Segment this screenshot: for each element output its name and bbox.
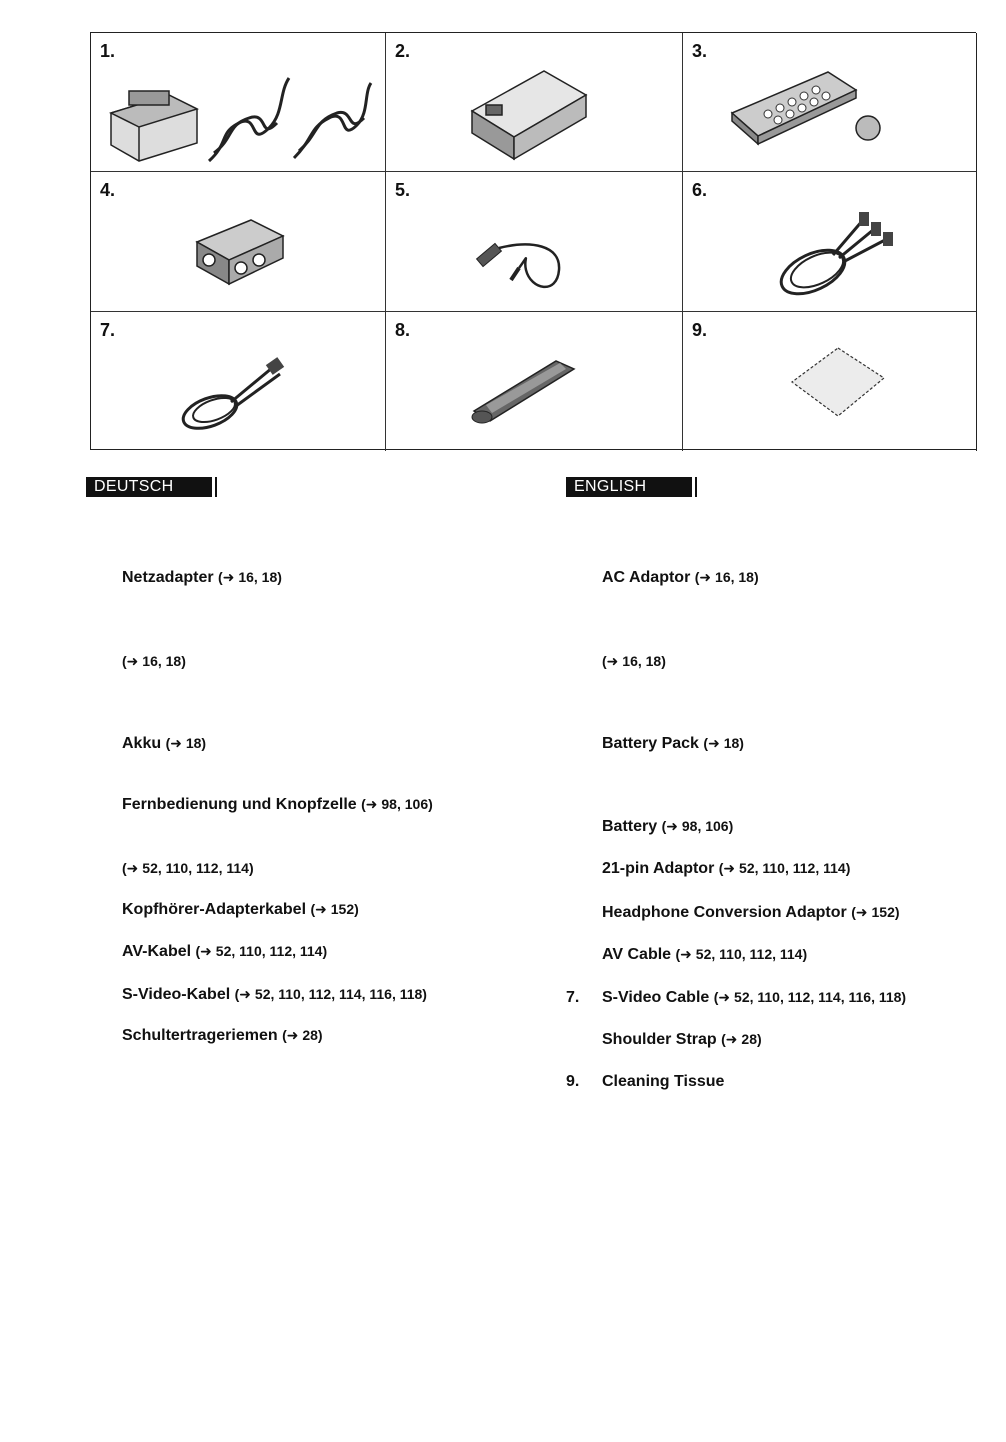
- english-item-1: AC Adaptor (➜ 16, 18): [602, 569, 759, 586]
- deutsch-item-4: Fernbedienung und Knopfzelle (➜ 98, 106): [122, 796, 433, 813]
- cell-number: 6.: [692, 180, 708, 200]
- cell-number: 7.: [100, 320, 116, 340]
- cell-number: 4.: [100, 180, 116, 200]
- deutsch-item-2: (➜ 16, 18): [122, 653, 186, 669]
- cleaning-tissue-illustration: [788, 344, 888, 424]
- english-item-number-9: 9.: [566, 1073, 580, 1090]
- english-item-6: Headphone Conversion Adaptor (➜ 152): [602, 904, 900, 921]
- deutsch-item-5: (➜ 52, 110, 112, 114): [122, 860, 254, 876]
- english-item-10: Cleaning Tissue: [602, 1073, 725, 1090]
- cell-shoulder-strap: [386, 312, 683, 451]
- cell-headphone-adaptor: [386, 172, 683, 312]
- english-item-5: 21-pin Adaptor (➜ 52, 110, 112, 114): [602, 860, 851, 877]
- english-item-8: S-Video Cable (➜ 52, 110, 112, 114, 116, 118): [602, 989, 907, 1006]
- cell-number: 5.: [395, 180, 411, 200]
- headphone-cable-illustration: [471, 210, 581, 300]
- english-item-4: Battery (➜ 98, 106): [602, 818, 734, 835]
- cell-battery-pack: [386, 33, 683, 172]
- shoulder-strap-illustration: [466, 347, 586, 437]
- english-item-3: Battery Pack (➜ 18): [602, 735, 744, 752]
- cell-cleaning-tissue: [683, 312, 977, 451]
- deutsch-item-9: Schultertrageriemen (➜ 28): [122, 1027, 323, 1044]
- english-item-7: AV Cable (➜ 52, 110, 112, 114): [602, 946, 808, 963]
- english-item-number-7: 7.: [566, 989, 580, 1006]
- remote-control-illustration: [728, 68, 898, 153]
- english-item-2: (➜ 16, 18): [602, 653, 666, 669]
- deutsch-item-3: Akku (➜ 18): [122, 735, 207, 752]
- cell-number: 8.: [395, 320, 411, 340]
- cell-number: 9.: [692, 320, 708, 340]
- english-item-9: Shoulder Strap (➜ 28): [602, 1031, 762, 1048]
- accessory-grid: [90, 32, 976, 450]
- cell-remote-control: [683, 33, 977, 172]
- scart-adaptor-illustration: [191, 212, 291, 292]
- cell-number: 3.: [692, 41, 708, 61]
- s-video-cable-illustration: [176, 350, 296, 440]
- cell-ac-adaptor: [91, 33, 386, 172]
- cell-av-cable: [683, 172, 977, 312]
- ac-adaptor-illustration: [99, 73, 379, 163]
- cell-number: 2.: [395, 41, 411, 61]
- cell-s-video-cable: [91, 312, 386, 451]
- deutsch-item-7: AV-Kabel (➜ 52, 110, 112, 114): [122, 943, 328, 960]
- battery-pack-illustration: [464, 61, 594, 161]
- deutsch-item-6: Kopfhörer-Adapterkabel (➜ 152): [122, 901, 359, 918]
- cell-number: 1.: [100, 41, 116, 61]
- deutsch-item-8: S-Video-Kabel (➜ 52, 110, 112, 114, 116, 118): [122, 986, 427, 1003]
- av-cable-illustration: [773, 200, 903, 300]
- cell-21-pin-adaptor: [91, 172, 386, 312]
- english-header: ENGLISH: [566, 477, 692, 497]
- deutsch-header: DEUTSCH: [86, 477, 212, 497]
- deutsch-item-1: Netzadapter (➜ 16, 18): [122, 569, 282, 586]
